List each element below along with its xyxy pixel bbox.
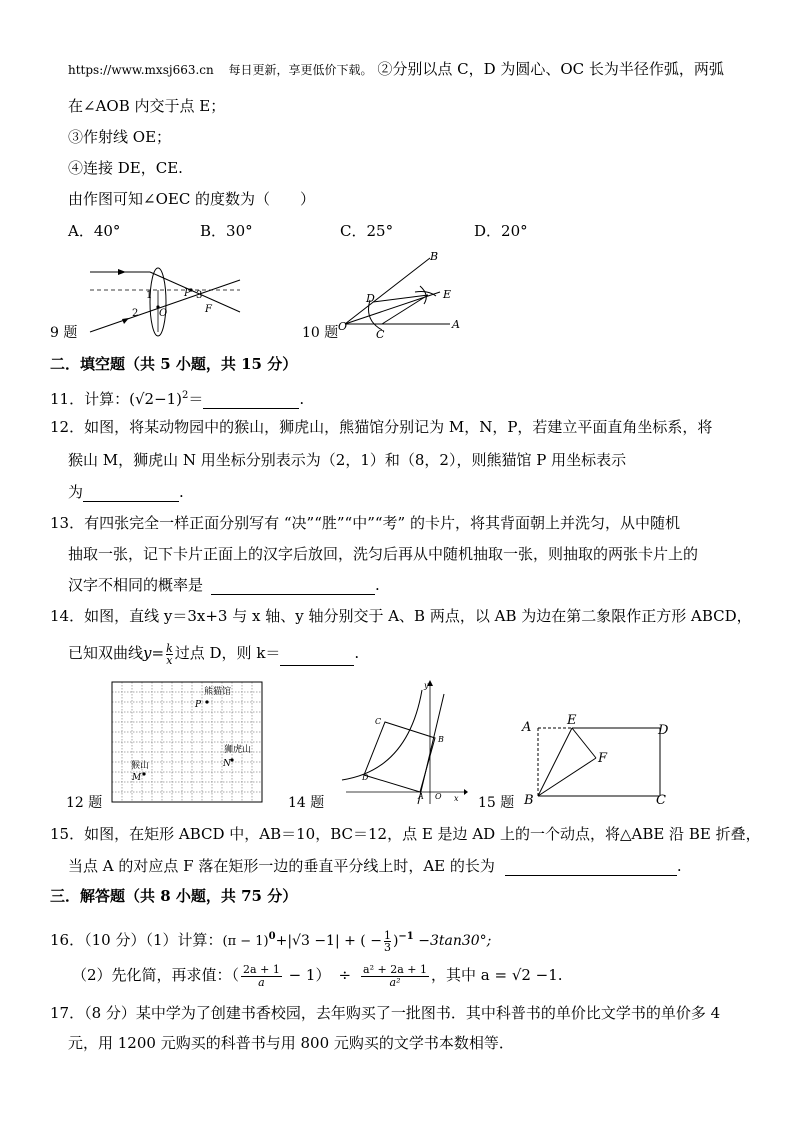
fig9-caption: 9 题 [50,325,78,341]
q15-line [68,856,682,876]
fig9-label: F [205,304,212,315]
q13-line: 抽取一张，记下卡片正面上的汉字后放回，洗匀后再从中随机抽取一张，则抽取的两张卡片上的 [68,545,699,563]
q10-step2: ②分别以点 C，D 为圆心、OC 长为半径作弧，两弧 [377,60,724,78]
fig15-label: C [656,793,666,808]
q16-f1-num: 2a + 1 [243,962,280,976]
q11-prefix: 11．计算：( [50,390,135,408]
header-line [68,59,724,80]
q15-answer-blank[interactable] [505,859,677,876]
q14-frac-den: x [166,653,173,667]
option-c: C．25° [340,222,394,240]
q16-minus1: − 1） [283,966,331,984]
q13-line: 13．有四张完全一样正面分别写有 “决”“胜”“中”“考” 的卡片，将其背面朝上并洗匀，从中随机 [50,514,680,532]
option-b: B．30° [200,222,253,240]
q16-frac1 [241,964,282,989]
q14-answer-blank[interactable] [280,649,354,666]
fig9-label: 3 [196,290,203,301]
q16-frac [384,930,391,953]
fig12-panda-label: 熊猫馆 [204,687,232,697]
fig14-label: C [375,717,382,726]
q11-answer-blank[interactable] [203,392,299,409]
q14-frac-num: k [166,641,173,655]
q16-frac2 [361,964,429,989]
q13-answer-blank[interactable] [211,578,375,595]
q11-sqrt: √2 [134,390,155,408]
fig10-label: O [338,320,348,333]
fig9-label: 2 [132,308,139,319]
fig12-caption: 12 题 [66,795,103,811]
q12-end: . [179,483,184,501]
fig10-label: B [430,250,439,263]
fig12-n-label: N [223,759,231,769]
q16-exp-neg1: −1 [398,931,414,942]
q16-expr1: (π − 1) [222,934,269,949]
q12-text: 为 [68,483,84,501]
q14-text: 已知双曲线 [68,644,144,662]
q14-y: y [143,644,152,662]
q17-line: 17．（8 分）某中学为了创建书香校园，去年购买了一批图书．其中科普书的单价比文学书的单价多 4 [50,1004,721,1022]
q11 [50,386,304,409]
fig15-label: D [658,723,669,738]
section-3-title: 三．解答题（共 8 小题，共 75 分） [50,887,298,905]
fig15-label: F [598,751,608,766]
q16-expr2: +|√3 −1| + ( − [275,933,382,949]
q12-answer-blank[interactable] [83,485,179,502]
q14-text2: 过点 D，则 k＝ [174,644,281,662]
q10-line: ③作射线 OE； [68,128,172,146]
q16-prefix: 16．（10 分）（1）计算： [50,931,223,949]
fig9-label: P [184,288,191,299]
fig15-caption: 15 题 [478,795,515,811]
fig9-label: O [159,308,168,319]
figure-12-zoo-grid [112,682,264,804]
q14-fraction [166,643,173,666]
q13-end: . [375,576,380,594]
source-tagline: 每日更新，享更低价下载。 [228,63,373,77]
fig14-label: B [438,735,444,744]
q12-line [68,482,184,502]
fig12-tiger-label: 狮虎山 [224,745,252,755]
q10-line: ④连接 DE，CE. [68,159,183,177]
q16-tail: ，其中 a = √2 −1. [431,966,563,984]
q16-div: ÷ [338,966,352,984]
option-d: D．20° [474,222,528,240]
fig14-label: y [424,681,429,690]
fig14-label: A [418,792,424,801]
q13-line [68,575,380,595]
fig15-label: E [567,713,577,728]
q11-exp: 2 [182,390,189,401]
fig15-label: A [522,720,532,735]
fig12-p-label: P [195,700,202,710]
q10-question: 由作图可知∠OEC 的度数为（ ） [68,190,316,208]
q11-mid: −1) [154,390,183,408]
q10-line: 在∠AOB 内交于点 E； [68,97,226,115]
q16-part1 [50,922,491,957]
q16-frac-num: 1 [383,928,391,942]
q16-expr4: −3tan30°; [413,933,492,949]
q14-line [68,640,359,666]
fig14-label: O [435,792,442,801]
q14-end: . [354,644,360,662]
q14-eq: = [151,644,165,662]
fig15-label: B [524,793,534,808]
q16-expr3: ) [392,933,399,949]
q14-line: 14．如图，直线 y＝3x+3 与 x 轴、y 轴分别交于 A、B 两点，以 AB 为边在第二象限作正方形 ABCD， [50,607,752,625]
q17-line: 元，用 1200 元购买的科普书与用 800 元购买的文学书本数相等． [68,1034,514,1052]
q15-text: 当点 A 的对应点 F 落在矩形一边的垂直平分线上时，AE 的长为 [68,857,495,875]
fig10-caption: 10 题 [302,325,339,341]
q16-exp0: 0 [268,931,276,942]
figure-9-lens [50,250,270,340]
q16-f2-num: a² + 2a + 1 [363,962,427,976]
q16-part2 [72,960,563,990]
fig14-caption: 14 题 [288,795,325,811]
fig10-label: A [452,318,460,331]
source-url: https://www.mxsj663.cn [68,63,214,77]
section-2-title: 二．填空题（共 5 小题，共 15 分） [50,355,298,373]
fig12-m-label: M [132,773,142,783]
fig12-monkey-label: 猴山 [131,761,150,771]
q11-end: . [299,390,305,408]
q15-end: . [676,857,682,875]
figure-14-square-hyperbola [338,680,468,805]
q15-line: 15．如图，在矩形 ABCD 中，AB＝10，BC＝12，点 E 是边 AD 上的一个动点，将△ABE 沿 BE 折叠， [50,825,761,843]
option-a: A．40° [68,222,121,240]
fig9-label: 1 [146,290,153,301]
fig10-label: C [376,328,385,341]
q13-text: 汉字不相同的概率是 [68,576,204,594]
q16-p2-prefix: （2）先化简，再求值：（ [72,966,240,984]
q16-f2-den: a² [389,975,401,989]
fig14-label: D [362,773,369,782]
fig14-label: x [454,794,459,803]
q12-line: 12．如图，将某动物园中的猴山，狮虎山，熊猫馆分别记为 M，N，P，若建立平面直角坐标系，将 [50,418,713,436]
q11-eq: ＝ [188,390,204,408]
fig10-label: E [443,288,452,301]
q12-line: 猴山 M，狮虎山 N 用坐标分别表示为（2，1）和（8，2），则熊猫馆 P 用坐标表示 [68,451,627,469]
fig10-label: D [366,292,375,305]
q16-frac-den: 3 [383,940,391,954]
q16-f1-den: a [258,975,265,989]
figure-15-rectangle-fold [520,712,680,807]
